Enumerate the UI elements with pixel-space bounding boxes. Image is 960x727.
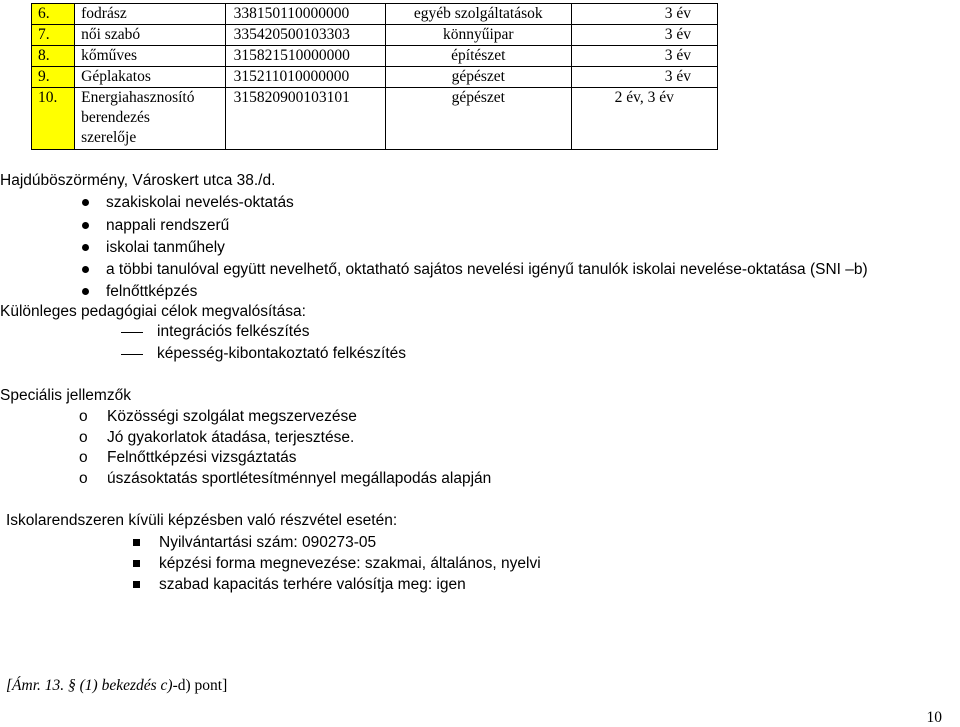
legal-reference: [6, 676, 227, 696]
profession-name: Géplakatos: [75, 67, 225, 88]
profession-name-line: szerelője: [81, 129, 137, 146]
external-training-item: Nyilvántartási szám: 090273-05: [159, 534, 377, 551]
legal-reference-italic: [Ámr. 13. § (1) bekezdés c): [6, 677, 173, 694]
table-row: [32, 88, 718, 150]
profession-code: 335420500103303: [225, 25, 385, 46]
profession-name: kőműves: [75, 46, 225, 67]
sector: építészet: [386, 46, 572, 67]
programs-table: [31, 3, 718, 150]
special-feature-item: o Közösségi szolgálat megszervezése: [107, 407, 357, 427]
sector: könnyűipar: [386, 25, 572, 46]
table-row: [32, 67, 718, 88]
duration: 3 év: [571, 46, 717, 67]
service-item: iskolai tanműhely: [106, 239, 225, 256]
special-feature-item: o Felnőttképzési vizsgáztatás: [107, 448, 297, 468]
service-item: nappali rendszerű: [106, 217, 230, 234]
special-goal-item: képesség-kibontakoztató felkészítés: [157, 345, 406, 362]
external-training-item: szabad kapacitás terhére valósítja meg: igen: [159, 576, 466, 593]
duration: 3 év: [571, 4, 717, 25]
external-training-item: képzési forma megnevezése: szakmai, általános, nyelvi: [159, 555, 541, 572]
sector: gépészet: [386, 88, 572, 150]
row-number: 8.: [32, 46, 75, 67]
sector: egyéb szolgáltatások: [386, 4, 572, 25]
row-number: 10.: [32, 88, 75, 150]
profession-name-line: berendezés: [81, 109, 150, 126]
table-row: [32, 25, 718, 46]
sector: gépészet: [386, 67, 572, 88]
profession-code: 315211010000000: [225, 67, 385, 88]
external-training-heading: Iskolarendszeren kívüli képzésben való részvétel esetén:: [6, 512, 398, 529]
profession-name: női szabó: [75, 25, 225, 46]
duration: 3 év: [571, 25, 717, 46]
profession-name: fodrász: [75, 4, 225, 25]
duration: 3 év: [571, 67, 717, 88]
special-feature-item: o úszásoktatás sportlétesítménnyel megállapodás alapján: [107, 469, 491, 489]
special-goal-item: integrációs felkészítés: [157, 323, 310, 340]
special-feature-item: o Jó gyakorlatok átadása, terjesztése.: [107, 428, 354, 448]
site-address: Hajdúböszörmény, Városkert utca 38./d.: [0, 172, 276, 189]
service-item: szakiskolai nevelés-oktatás: [106, 194, 294, 211]
special-features-heading: Speciális jellemzők: [0, 387, 131, 404]
table-row: [32, 4, 718, 25]
profession-name: [75, 88, 225, 150]
profession-name-line: Energiahasznosító: [81, 89, 195, 106]
profession-code: 315820900103101: [225, 88, 385, 150]
service-item: felnőttképzés: [106, 283, 198, 300]
table-row: [32, 46, 718, 67]
duration: 2 év, 3 év: [571, 88, 717, 150]
special-goals-heading: Különleges pedagógiai célok megvalósítása:: [0, 303, 306, 320]
profession-code: 338150110000000: [225, 4, 385, 25]
legal-reference-rest: -d) pont]: [172, 677, 228, 694]
row-number: 9.: [32, 67, 75, 88]
profession-code: 315821510000000: [225, 46, 385, 67]
page-number: 10: [926, 709, 942, 726]
row-number: 7.: [32, 25, 75, 46]
service-item: a többi tanulóval együtt nevelhető, oktatható sajátos nevelési igényű tanulók iskolai nevelése-oktatása (SNI –b): [106, 261, 868, 278]
row-number: 6.: [32, 4, 75, 25]
